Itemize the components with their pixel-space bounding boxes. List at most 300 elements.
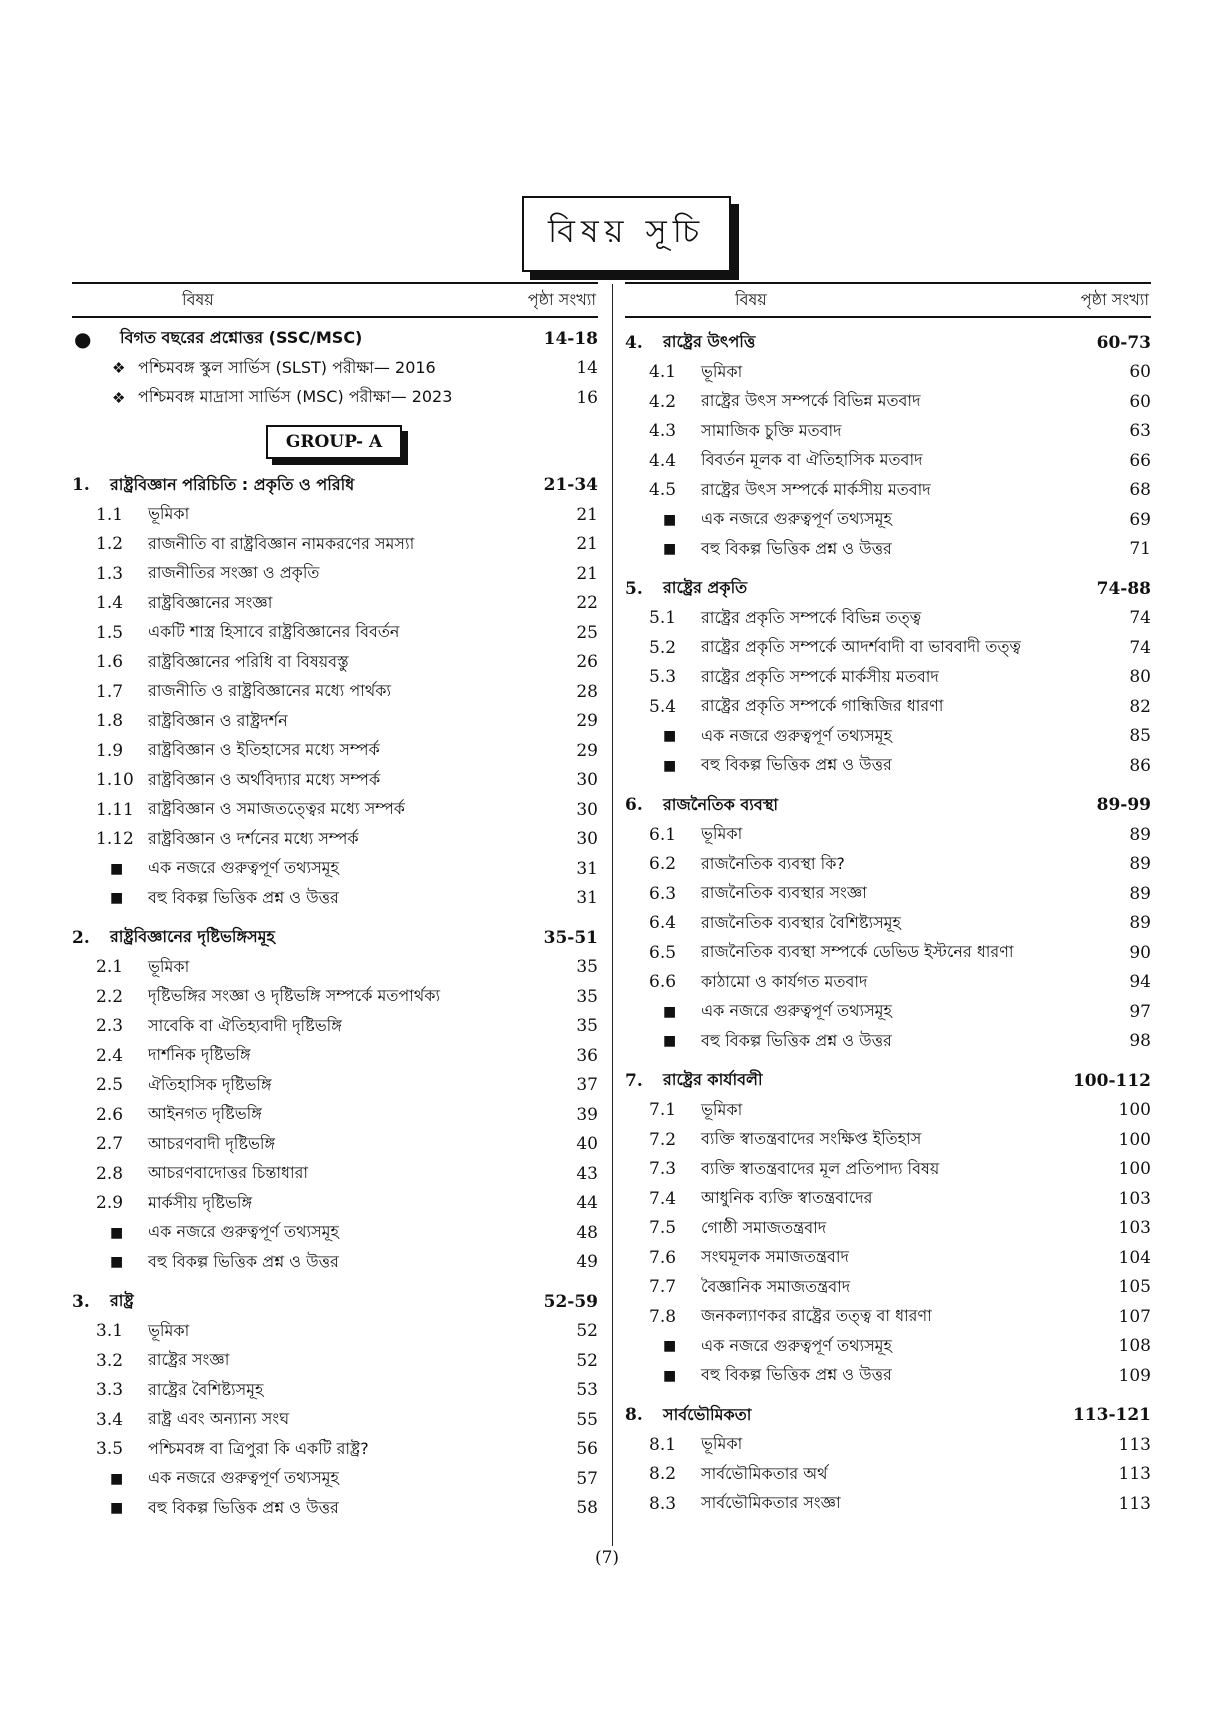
toc-summary-entry[interactable] [72, 1248, 598, 1278]
entry-page: 90 [1129, 942, 1151, 963]
entry-number: 2.6 [96, 1104, 124, 1125]
toc-entry[interactable] [625, 1096, 1151, 1126]
chapter-number: 6. [625, 795, 643, 816]
toc-entry[interactable] [72, 1071, 598, 1101]
toc-entry[interactable] [625, 663, 1151, 693]
entry-title: বহু বিকল্প ভিত্তিক প্রশ্ন ও উত্তর [701, 538, 892, 558]
entry-title: রাষ্ট্রবিজ্ঞানের পরিধি বা বিষয়বস্তু [148, 651, 349, 671]
entry-number: 7.8 [649, 1306, 677, 1327]
entry-title: এক নজরে গুরুত্বপূর্ণ তথ্যসমূহ [148, 1468, 339, 1488]
square-bullet-icon: ■ [110, 1254, 124, 1271]
entry-number: 6.1 [649, 824, 677, 845]
entry-page: 74 [1129, 608, 1151, 629]
entry-page: 55 [576, 1409, 598, 1430]
entry-page: 30 [576, 829, 598, 850]
toc-entry[interactable] [625, 879, 1151, 909]
entry-title: বহু বিকল্প ভিত্তিক প্রশ্ন ও উত্তর [701, 1365, 892, 1385]
square-bullet-icon: ■ [663, 757, 677, 774]
entry-number: 7.3 [649, 1159, 677, 1180]
entry-page: 97 [1129, 1001, 1151, 1022]
toc-summary-entry[interactable] [72, 854, 598, 884]
page-heading: পৃষ্ঠা সংখ্যা [527, 289, 596, 309]
toc-entry[interactable] [625, 446, 1151, 476]
chapter-title: রাষ্ট্রের কার্যাবলী [663, 1070, 763, 1090]
entry-page: 89 [1129, 854, 1151, 875]
entry-number: 1.6 [96, 652, 124, 673]
group-label-frame [266, 425, 406, 461]
entry-title: দার্শনিক দৃষ্টিভঙ্গি [148, 1045, 251, 1065]
entry-title: এক নজরে গুরুত্বপূর্ণ তথ্যসমূহ [148, 1222, 339, 1242]
entry-number: 1.8 [96, 711, 124, 732]
entry-number: 7.1 [649, 1100, 677, 1121]
toc-entry[interactable] [625, 604, 1151, 634]
entry-page: 98 [1129, 1031, 1151, 1052]
toc-entry[interactable] [625, 476, 1151, 506]
chapter-number: 3. [72, 1291, 90, 1312]
subject-heading: বিষয় [182, 289, 214, 309]
entry-number: 3.4 [96, 1409, 124, 1430]
chapter-number: 5. [625, 578, 643, 599]
entry-number: 8.2 [649, 1464, 677, 1485]
toc-entry[interactable] [625, 1184, 1151, 1214]
left-chapter-list [72, 471, 598, 1524]
entry-number: 2.5 [96, 1075, 124, 1096]
square-bullet-icon: ■ [663, 1338, 677, 1355]
entry-page: 44 [576, 1193, 598, 1214]
toc-entry[interactable] [72, 953, 598, 983]
entry-page: 21 [576, 504, 598, 525]
entry-number: 8.3 [649, 1493, 677, 1514]
entry-title: ভূমিকা [701, 1099, 743, 1119]
toc-summary-entry[interactable] [625, 1361, 1151, 1391]
toc-entry[interactable] [72, 589, 598, 619]
toc-entry[interactable] [72, 795, 598, 825]
entry-title: রাজনীতি ও রাষ্ট্রবিজ্ঞানের মধ্যে পার্থক্য [148, 681, 392, 701]
entry-number: 1.2 [96, 534, 124, 555]
entry-number: 1.11 [96, 799, 134, 820]
square-bullet-icon: ■ [110, 890, 124, 907]
square-bullet-icon: ■ [663, 1033, 677, 1050]
entry-title: রাজনৈতিক ব্যবস্থার বৈশিষ্ট্যসমূহ [701, 912, 901, 932]
toc-entry[interactable] [625, 358, 1151, 388]
toc-entry[interactable] [625, 633, 1151, 663]
toc-entry[interactable] [625, 417, 1151, 447]
entry-page: 48 [576, 1222, 598, 1243]
previous-years-section[interactable] [72, 324, 598, 354]
entry-number: 1.9 [96, 740, 124, 761]
entry-number: 4.4 [649, 450, 677, 471]
toc-summary-entry[interactable] [72, 1464, 598, 1494]
entry-number: 6.5 [649, 942, 677, 963]
toc-entry[interactable] [72, 500, 598, 530]
entry-number: 5.2 [649, 637, 677, 658]
entry-title: আচরণবাদী দৃষ্টিভঙ্গি [148, 1133, 276, 1153]
entry-number: 7.6 [649, 1247, 677, 1268]
chapter-page-range: 100-112 [1072, 1070, 1151, 1091]
entry-page: 86 [1129, 755, 1151, 776]
entry-page: 26 [576, 652, 598, 673]
chapter-page-range: 74-88 [1096, 578, 1151, 599]
entry-title: এক নজরে গুরুত্বপূর্ণ তথ্যসমূহ [701, 1335, 892, 1355]
entry-title: পশ্চিমবঙ্গ বা ত্রিপুরা কি একটি রাষ্ট্র? [148, 1438, 369, 1458]
toc-entry[interactable] [72, 1317, 598, 1347]
chapter-page-range: 35-51 [543, 927, 598, 948]
entry-number: 3.1 [96, 1321, 124, 1342]
left-column-header [72, 282, 598, 318]
entry-title: এক নজরে গুরুত্বপূর্ণ তথ্যসমূহ [701, 509, 892, 529]
diamond-bullet-icon: ❖ [112, 388, 126, 407]
entry-page: 103 [1118, 1218, 1151, 1239]
entry-number: 1.3 [96, 563, 124, 584]
toc-entry[interactable] [72, 1405, 598, 1435]
entry-number: 2.3 [96, 1016, 124, 1037]
square-bullet-icon: ■ [110, 860, 124, 877]
entry-number: 4.3 [649, 421, 677, 442]
entry-page: 89 [1129, 824, 1151, 845]
entry-page: 36 [576, 1045, 598, 1066]
entry-page: 28 [576, 681, 598, 702]
entry-number: 5.3 [649, 667, 677, 688]
column-divider [612, 284, 613, 1546]
chapter-number: 1. [72, 475, 90, 496]
entry-title: রাজনৈতিক ব্যবস্থা সম্পর্কে ডেভিড ইস্টনের ধারণা [701, 942, 1014, 962]
chapter-heading[interactable] [72, 471, 598, 501]
entry-title: আচরণবাদোত্তর চিন্তাধারা [148, 1163, 309, 1183]
entry-page: 35 [576, 1016, 598, 1037]
entry-number: 1.1 [96, 504, 124, 525]
entry-title: আধুনিক ব্যক্তি স্বাতন্ত্রবাদের [701, 1188, 873, 1208]
page-number: (7) [594, 1548, 620, 1568]
entry-page: 82 [1129, 696, 1151, 717]
toc-entry[interactable] [72, 1100, 598, 1130]
entry-page: 94 [1129, 972, 1151, 993]
entry-title: এক নজরে গুরুত্বপূর্ণ তথ্যসমূহ [148, 858, 339, 878]
toc-summary-entry[interactable] [625, 997, 1151, 1027]
entry-page: 35 [576, 986, 598, 1007]
right-column [625, 282, 1151, 1519]
left-column [72, 282, 598, 1523]
entry-number: 2.2 [96, 986, 124, 1007]
entry-page: 35 [576, 957, 598, 978]
entry-number: 2.8 [96, 1163, 124, 1184]
entry-number: 4.1 [649, 362, 677, 383]
entry-number: 5.1 [649, 608, 677, 629]
section-title: বিগত বছরের প্রশ্নোত্তর (SSC/MSC) [120, 328, 363, 348]
entry-title: আইনগত দৃষ্টিভঙ্গি [148, 1104, 262, 1124]
toc-entry[interactable] [72, 1041, 598, 1071]
right-column-header [625, 282, 1151, 318]
entry-title: রাষ্ট্র এবং অন্যান্য সংঘ [148, 1409, 290, 1429]
entry-page: 104 [1118, 1247, 1151, 1268]
toc-entry[interactable] [625, 1460, 1151, 1490]
entry-page: 56 [576, 1439, 598, 1460]
toc-summary-entry[interactable] [625, 535, 1151, 565]
entry-page: 68 [1129, 480, 1151, 501]
entry-title: রাষ্ট্রের উৎস সম্পর্কে মার্কসীয় মতবাদ [701, 479, 931, 499]
entry-number: 4.5 [649, 480, 677, 501]
entry-number: 8.1 [649, 1434, 677, 1455]
toc-summary-entry[interactable] [625, 505, 1151, 535]
entry-page: 74 [1129, 637, 1151, 658]
entry-page: 89 [1129, 883, 1151, 904]
entry-title: ভূমিকা [148, 504, 190, 524]
toc-entry[interactable] [72, 530, 598, 560]
entry-number: 2.7 [96, 1134, 124, 1155]
entry-title: বৈজ্ঞানিক সমাজতন্ত্রবাদ [701, 1276, 851, 1296]
chapter-title: রাষ্ট্রের উৎপত্তি [663, 332, 756, 352]
entry-page: 21 [576, 563, 598, 584]
toc-entry[interactable] [72, 383, 598, 413]
entry-page: 29 [576, 740, 598, 761]
entry-number: 2.1 [96, 957, 124, 978]
chapter-number: 8. [625, 1405, 643, 1426]
entry-page: 71 [1129, 539, 1151, 560]
entry-page: 60 [1129, 391, 1151, 412]
entry-page: 29 [576, 711, 598, 732]
square-bullet-icon: ■ [110, 1470, 124, 1487]
toc-entry[interactable] [72, 1435, 598, 1465]
entry-title: বহু বিকল্প ভিত্তিক প্রশ্ন ও উত্তর [148, 1497, 339, 1517]
chapter-heading[interactable] [625, 328, 1151, 358]
toc-entry[interactable] [625, 1302, 1151, 1332]
entry-title: এক নজরে গুরুত্বপূর্ণ তথ্যসমূহ [701, 1001, 892, 1021]
toc-entry[interactable] [625, 1273, 1151, 1303]
entry-title: বিবর্তন মূলক বা ঐতিহাসিক মতবাদ [701, 450, 923, 470]
entry-page: 25 [576, 622, 598, 643]
entry-number: 6.2 [649, 854, 677, 875]
entry-page: 100 [1118, 1100, 1151, 1121]
entry-title: বহু বিকল্প ভিত্তিক প্রশ্ন ও উত্তর [701, 1030, 892, 1050]
entry-page: 22 [576, 593, 598, 614]
subject-heading: বিষয় [735, 289, 767, 309]
chapter-heading[interactable] [625, 791, 1151, 821]
toc-entry[interactable] [625, 1155, 1151, 1185]
toc-summary-entry[interactable] [625, 1027, 1151, 1057]
entry-title: রাষ্ট্রবিজ্ঞান ও দর্শনের মধ্যে সম্পর্ক [148, 828, 359, 848]
chapter-number: 4. [625, 332, 643, 353]
toc-entry[interactable] [625, 968, 1151, 998]
entry-number: 4.2 [649, 391, 677, 412]
entry-title: ভূমিকা [701, 361, 743, 381]
entry-number: 6.6 [649, 972, 677, 993]
entry-title: ভূমিকা [148, 956, 190, 976]
entry-number: 1.5 [96, 622, 124, 643]
entry-title: সার্বভৌমিকতার অর্থ [701, 1463, 828, 1483]
entry-page: 63 [1129, 421, 1151, 442]
entry-number: 3.3 [96, 1380, 124, 1401]
entry-title: ভূমিকা [701, 824, 743, 844]
section-page: 14-18 [543, 328, 598, 349]
toc-entry[interactable] [625, 1489, 1151, 1519]
entry-page: 52 [576, 1350, 598, 1371]
entry-page: 105 [1118, 1277, 1151, 1298]
toc-entry[interactable] [625, 820, 1151, 850]
toc-entry[interactable] [625, 1214, 1151, 1244]
entry-page: 113 [1118, 1464, 1151, 1485]
entry-title: মার্কসীয় দৃষ্টিভঙ্গি [148, 1192, 253, 1212]
toc-entry[interactable] [72, 1159, 598, 1189]
toc-summary-entry[interactable] [72, 884, 598, 914]
entry-title: রাজনৈতিক ব্যবস্থা কি? [701, 853, 845, 873]
toc-entry[interactable] [72, 1012, 598, 1042]
toc-entry[interactable] [72, 677, 598, 707]
toc-entry[interactable] [625, 938, 1151, 968]
toc-entry[interactable] [72, 766, 598, 796]
entry-title: রাষ্ট্রবিজ্ঞান ও রাষ্ট্রদর্শন [148, 710, 288, 730]
toc-summary-entry[interactable] [72, 1494, 598, 1524]
entry-title: ব্যক্তি স্বাতন্ত্রবাদের মূল প্রতিপাদ্য বিষয় [701, 1158, 940, 1178]
square-bullet-icon: ■ [663, 511, 677, 528]
toc-entry[interactable] [72, 1376, 598, 1406]
toc-entry[interactable] [625, 692, 1151, 722]
toc-entry[interactable] [72, 354, 598, 384]
page-title: বিষয় সূচি [522, 196, 731, 272]
diamond-bullet-icon: ❖ [112, 359, 126, 378]
entry-title: রাষ্ট্রের প্রকৃতি সম্পর্কে মার্কসীয় মতবাদ [701, 666, 939, 686]
chapter-title: রাষ্ট্রের প্রকৃতি [663, 578, 748, 598]
entry-number: 2.9 [96, 1193, 124, 1214]
entry-page: 100 [1118, 1159, 1151, 1180]
entry-page: 89 [1129, 913, 1151, 934]
square-bullet-icon: ■ [663, 1367, 677, 1384]
toc-entry[interactable] [625, 850, 1151, 880]
chapter-heading[interactable] [625, 574, 1151, 604]
chapter-page-range: 113-121 [1072, 1405, 1151, 1426]
toc-entry[interactable] [625, 909, 1151, 939]
entry-title: রাষ্ট্রবিজ্ঞান ও ইতিহাসের মধ্যে সম্পর্ক [148, 740, 380, 760]
entry-number: 2.4 [96, 1045, 124, 1066]
entry-number: 7.5 [649, 1218, 677, 1239]
toc-entry[interactable] [72, 1346, 598, 1376]
entry-title: ঐতিহাসিক দৃষ্টিভঙ্গি [148, 1074, 272, 1094]
square-bullet-icon: ■ [663, 728, 677, 745]
entry-page: 43 [576, 1163, 598, 1184]
chapter-heading[interactable] [72, 923, 598, 953]
entry-title: রাজনীতি বা রাষ্ট্রবিজ্ঞান নামকরণের সমস্যা [148, 533, 415, 553]
entry-title: ভূমিকা [701, 1434, 743, 1454]
toc-summary-entry[interactable] [625, 1332, 1151, 1362]
entry-page: 66 [1129, 450, 1151, 471]
entry-page: 14 [576, 358, 598, 379]
entry-title: রাষ্ট্রের বৈশিষ্ট্যসমূহ [148, 1379, 264, 1399]
entry-number: 1.4 [96, 593, 124, 614]
chapter-page-range: 21-34 [543, 475, 598, 496]
entry-title: রাষ্ট্রের উৎস সম্পর্কে বিভিন্ন মতবাদ [701, 391, 921, 411]
entry-number: 3.2 [96, 1350, 124, 1371]
entry-title: কাঠামো ও কার্যগত মতবাদ [701, 971, 868, 991]
entry-title: রাষ্ট্রবিজ্ঞান ও অর্থবিদ্যার মধ্যে সম্পর্ক [148, 769, 381, 789]
entry-title: রাষ্ট্রের প্রকৃতি সম্পর্কে গান্ধিজির ধারণা [701, 696, 944, 716]
chapter-title: রাষ্ট্রবিজ্ঞান পরিচিতি : প্রকৃতি ও পরিধি [110, 474, 355, 494]
toc-summary-entry[interactable] [72, 1218, 598, 1248]
chapter-page-range: 60-73 [1096, 332, 1151, 353]
entry-page: 85 [1129, 726, 1151, 747]
entry-title: রাষ্ট্রের সংজ্ঞা [148, 1350, 230, 1370]
entry-number: 7.2 [649, 1129, 677, 1150]
entry-number: 6.4 [649, 913, 677, 934]
toc-entry[interactable] [72, 736, 598, 766]
entry-page: 52 [576, 1321, 598, 1342]
toc-entry[interactable] [625, 1243, 1151, 1273]
chapter-title: সার্বভৌমিকতা [663, 1404, 752, 1424]
entry-page: 30 [576, 799, 598, 820]
square-bullet-icon: ■ [110, 1224, 124, 1241]
square-bullet-icon: ■ [110, 1500, 124, 1517]
entry-title: পশ্চিমবঙ্গ স্কুল সার্ভিস (SLST) পরীক্ষা— 2016 [138, 357, 436, 377]
entry-page: 53 [576, 1380, 598, 1401]
toc-entry[interactable] [72, 648, 598, 678]
entry-title: জনকল্যাণকর রাষ্ট্রের তত্ত্ব বা ধারণা [701, 1306, 932, 1326]
entry-title: বহু বিকল্প ভিত্তিক প্রশ্ন ও উত্তর [148, 1251, 339, 1271]
toc-entry[interactable] [72, 1189, 598, 1219]
entry-title: বহু বিকল্প ভিত্তিক প্রশ্ন ও উত্তর [701, 755, 892, 775]
toc-entry[interactable] [72, 982, 598, 1012]
chapter-title: রাষ্ট্রবিজ্ঞানের দৃষ্টিভঙ্গিসমূহ [110, 927, 275, 947]
toc-entry[interactable] [625, 1430, 1151, 1460]
entry-title: সার্বভৌমিকতার সংজ্ঞা [701, 1493, 841, 1513]
entry-number: 3.5 [96, 1439, 124, 1460]
right-chapter-list [625, 328, 1151, 1519]
entry-page: 31 [576, 888, 598, 909]
toc-entry[interactable] [625, 1125, 1151, 1155]
entry-title: গোষ্ঠী সমাজতন্ত্রবাদ [701, 1217, 827, 1237]
entry-page: 57 [576, 1468, 598, 1489]
entry-title: রাষ্ট্রবিজ্ঞানের সংজ্ঞা [148, 592, 273, 612]
chapter-page-range: 89-99 [1096, 795, 1151, 816]
entry-title: সাবেকি বা ঐতিহ্যবাদী দৃষ্টিভঙ্গি [148, 1015, 342, 1035]
chapter-heading[interactable] [72, 1287, 598, 1317]
entry-number: 5.4 [649, 696, 677, 717]
entry-title: ভূমিকা [148, 1320, 190, 1340]
entry-page: 109 [1118, 1365, 1151, 1386]
bullet-dot-icon: ● [74, 326, 92, 351]
group-label: GROUP- A [266, 425, 402, 459]
entry-title: পশ্চিমবঙ্গ মাদ্রাসা সার্ভিস (MSC) পরীক্ষা— 2023 [138, 387, 453, 407]
entry-number: 7.4 [649, 1188, 677, 1209]
toc-entry[interactable] [72, 559, 598, 589]
entry-page: 49 [576, 1252, 598, 1273]
entry-page: 113 [1118, 1493, 1151, 1514]
entry-title: সংঘমূলক সমাজতন্ত্রবাদ [701, 1247, 849, 1267]
entry-page: 107 [1118, 1306, 1151, 1327]
chapter-number: 2. [72, 927, 90, 948]
toc-summary-entry[interactable] [625, 751, 1151, 781]
toc-entry[interactable] [72, 825, 598, 855]
entry-page: 16 [576, 387, 598, 408]
toc-entry[interactable] [72, 618, 598, 648]
entry-page: 103 [1118, 1188, 1151, 1209]
entry-title: রাষ্ট্রের প্রকৃতি সম্পর্কে বিভিন্ন তত্ত্ব [701, 607, 922, 627]
entry-page: 100 [1118, 1129, 1151, 1150]
entry-title: ব্যক্তি স্বাতন্ত্রবাদের সংক্ষিপ্ত ইতিহাস [701, 1129, 922, 1149]
toc-entry[interactable] [625, 387, 1151, 417]
chapter-title: রাজনৈতিক ব্যবস্থা [663, 794, 779, 814]
chapter-number: 7. [625, 1070, 643, 1091]
entry-page: 31 [576, 858, 598, 879]
chapter-heading[interactable] [625, 1066, 1151, 1096]
chapter-heading[interactable] [625, 1401, 1151, 1431]
toc-entry[interactable] [72, 707, 598, 737]
entry-page: 80 [1129, 667, 1151, 688]
entry-title: বহু বিকল্প ভিত্তিক প্রশ্ন ও উত্তর [148, 887, 339, 907]
chapter-title: রাষ্ট্র [110, 1291, 134, 1311]
entry-title: দৃষ্টিভঙ্গির সংজ্ঞা ও দৃষ্টিভঙ্গি সম্পর্কে মতপার্থক্য [148, 986, 441, 1006]
toc-summary-entry[interactable] [625, 722, 1151, 752]
entry-title: রাজনীতির সংজ্ঞা ও প্রকৃতি [148, 563, 320, 583]
entry-title: রাজনৈতিক ব্যবস্থার সংজ্ঞা [701, 883, 867, 903]
page-heading: পৃষ্ঠা সংখ্যা [1080, 289, 1149, 309]
toc-entry[interactable] [72, 1130, 598, 1160]
